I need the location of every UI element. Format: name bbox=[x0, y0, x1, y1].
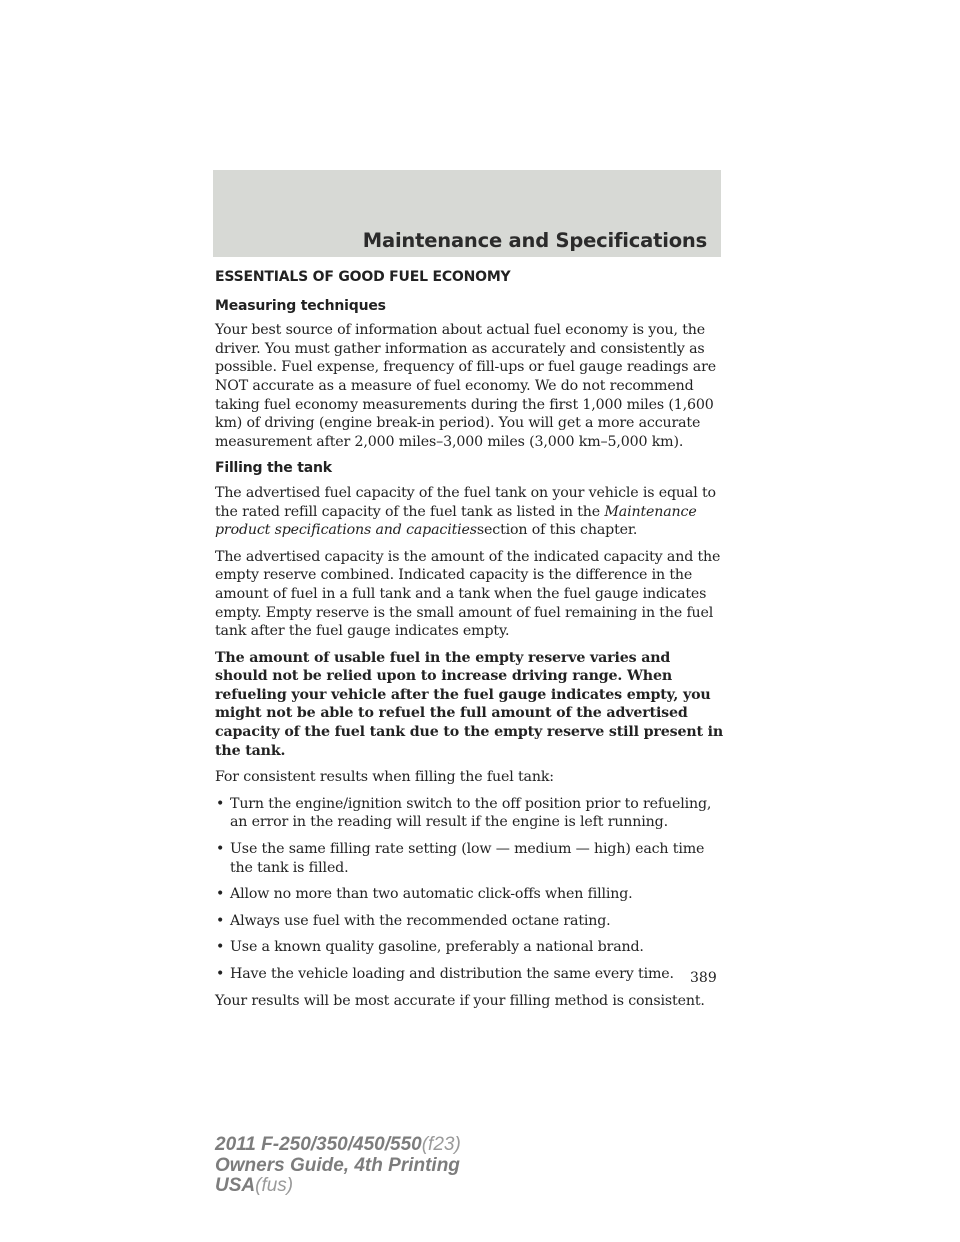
footer-model-code: (f23) bbox=[421, 1134, 461, 1155]
list-item-text: Allow no more than two automatic click-offs when filling. bbox=[230, 886, 633, 903]
bullet-icon: • bbox=[216, 939, 225, 956]
bullet-icon: • bbox=[216, 886, 225, 903]
list-item-text: Use the same filling rate setting (low — medium — high) each time the tank is filled. bbox=[230, 841, 705, 876]
footer-line-3 bbox=[215, 1176, 461, 1197]
section-header-title: Maintenance and Specifications bbox=[362, 229, 707, 252]
list-item bbox=[215, 965, 725, 984]
list-item-text: Always use fuel with the recommended octane rating. bbox=[230, 912, 611, 929]
footer-market-code: (fus) bbox=[255, 1175, 294, 1196]
bullet-icon: • bbox=[216, 795, 225, 812]
footer-model: 2011 F-250/350/450/550 bbox=[215, 1134, 422, 1155]
footer-line-2: Owners Guide, 4th Printing bbox=[215, 1154, 460, 1176]
footer-market: USA bbox=[215, 1175, 256, 1196]
consistent-intro: For consistent results when filling the fuel tank: bbox=[215, 769, 554, 786]
filling-paragraph bbox=[215, 484, 725, 540]
section-title: ESSENTIALS OF GOOD FUEL ECONOMY bbox=[215, 269, 511, 285]
filling-text-b: section of this chapter. bbox=[476, 522, 638, 539]
bullet-icon: • bbox=[216, 841, 225, 858]
closing-paragraph: Your results will be most accurate if your filling method is consistent. bbox=[215, 992, 705, 1009]
filling-text-a: The advertised fuel capacity of the fuel tank on your vehicle is equal to the rated refill capacity of the fuel tank as listed in the bbox=[215, 484, 716, 520]
filling-heading: Filling the tank bbox=[215, 460, 332, 477]
page-number: 389 bbox=[690, 970, 717, 986]
bullet-icon: • bbox=[216, 966, 225, 982]
measuring-paragraph: Your best source of information about actual fuel economy is you, the driver. You must gather information as accurately and consistently as possible. Fuel expense, frequency of fill-ups or fuel gauge readings are NOT accurate as a measure of fuel economy. We do not recommend taking fuel economy measurements during the first 1,000 miles (1,600 km) of driving (engine break-in period). You will get a more accurate measurement after 2,000 miles–3,000 miles (3,000 km–5,000 km). bbox=[215, 322, 716, 450]
footer-imprint bbox=[215, 1135, 461, 1197]
advertised-paragraph: The advertised capacity is the amount of the indicated capacity and the empty reserve combined. Indicated capacity is the difference in the amount of fuel in a full tank and a tank when the fuel gauge indicates empty. Empty reserve is the small amount of fuel remaining in the fuel tank after the fuel gauge indicates empty. bbox=[215, 548, 721, 640]
page-content bbox=[215, 268, 725, 1018]
list-item-text: Turn the engine/ignition switch to the off position prior to refueling, an error in the reading will result if the engine is left running. bbox=[230, 795, 712, 831]
bullet-icon: • bbox=[216, 912, 225, 929]
list-item bbox=[215, 885, 725, 904]
warning-paragraph: The amount of usable fuel in the empty reserve varies and should not be relied upon to increase driving range. When refueling your vehicle after the fuel gauge indicates empty, you might not be able to refuel the full amount of the advertised capacity of the fuel tank due to the empty reserve still present in the tank. bbox=[215, 649, 724, 759]
list-item-text: Use a known quality gasoline, preferably a national brand. bbox=[230, 939, 644, 956]
section-header-band bbox=[213, 170, 721, 257]
list-item bbox=[215, 938, 725, 957]
filling-text-reference: Maintenance product specifications and capacities bbox=[215, 503, 697, 539]
footer-line-1 bbox=[215, 1135, 461, 1156]
list-item bbox=[215, 912, 725, 931]
list-item bbox=[215, 795, 725, 832]
list-item bbox=[215, 840, 725, 877]
list-item-text: Have the vehicle loading and distribution the same every time. bbox=[230, 966, 674, 982]
measuring-heading: Measuring techniques bbox=[215, 297, 386, 314]
